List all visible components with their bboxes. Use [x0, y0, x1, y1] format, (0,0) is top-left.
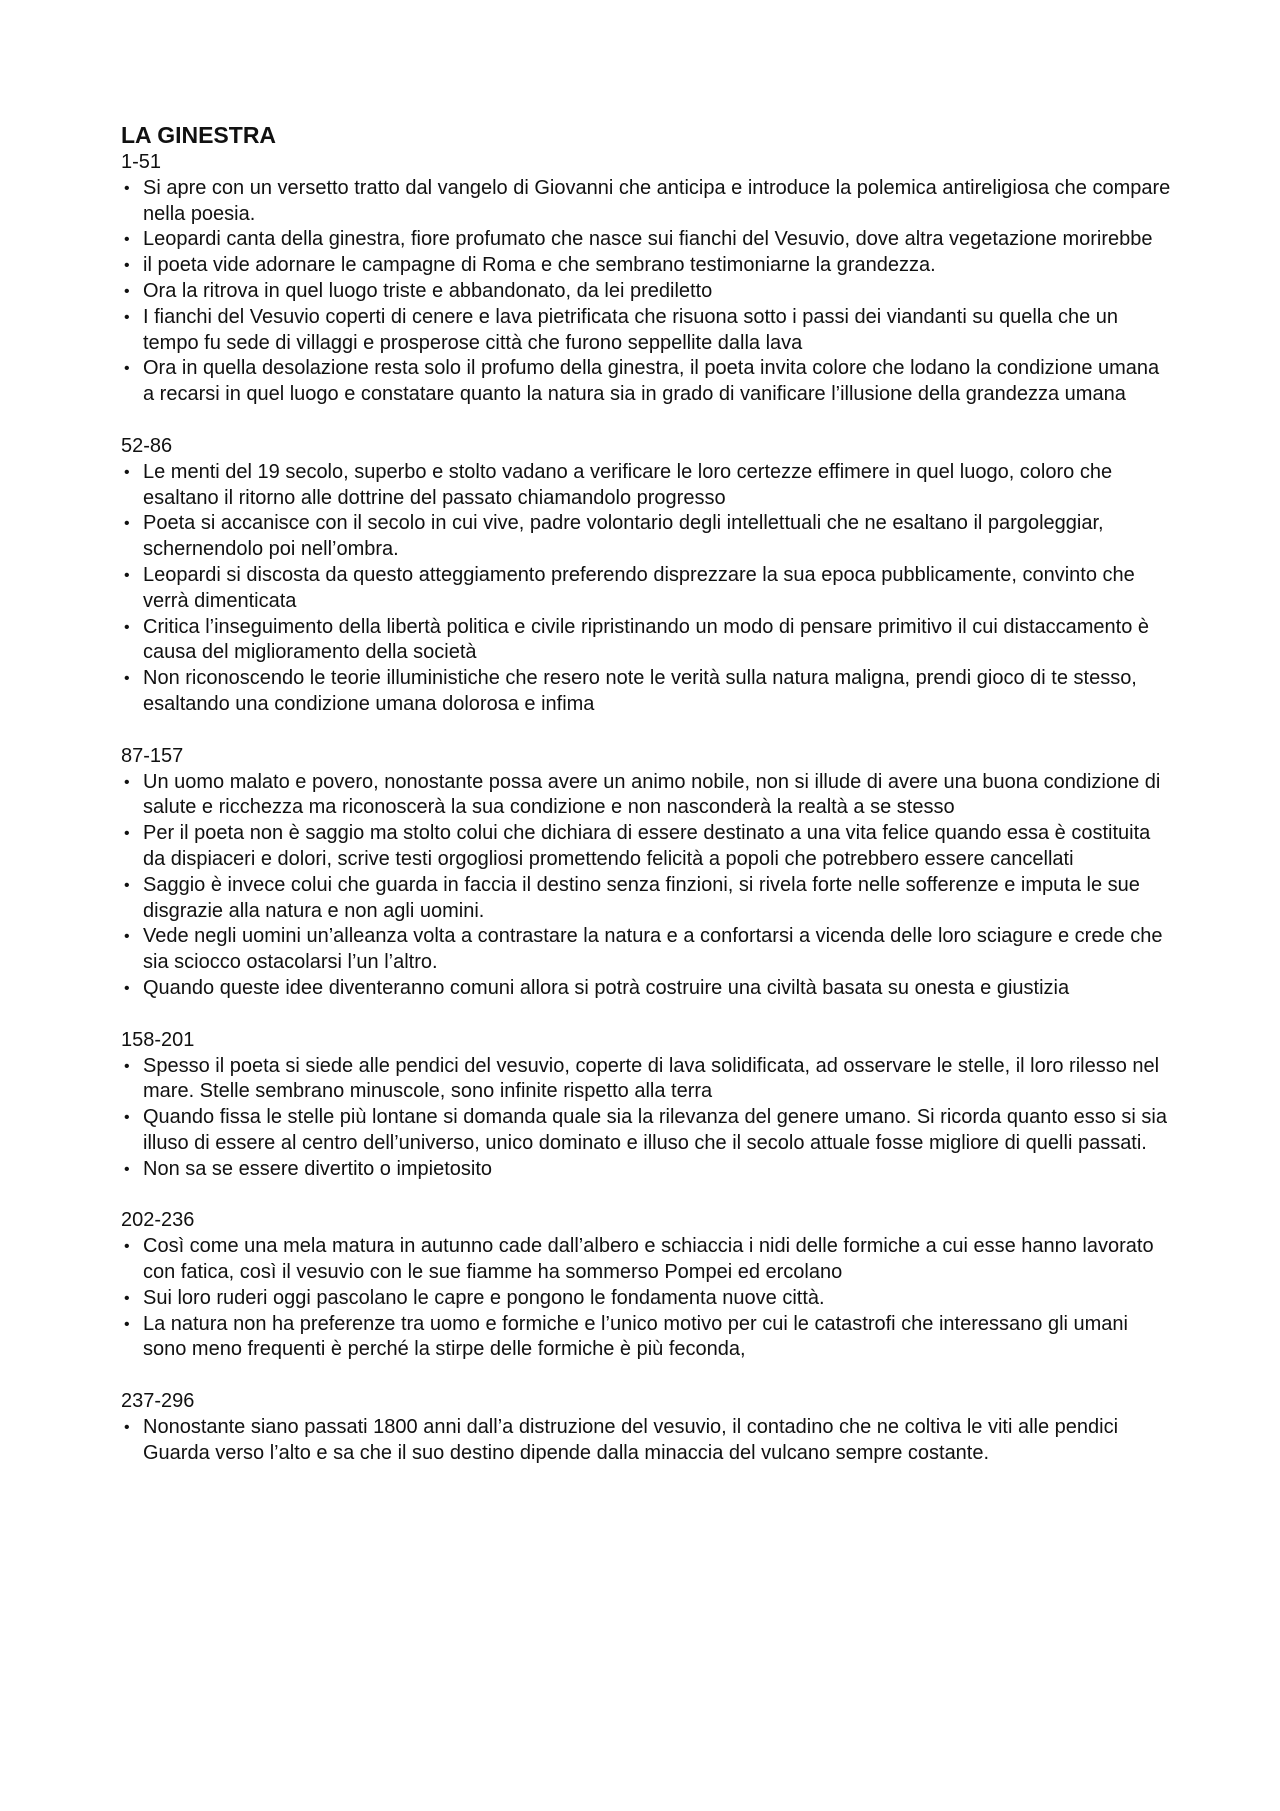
- bullet-text: Ora la ritrova in quel luogo triste e abbandonato, da lei prediletto: [143, 279, 713, 302]
- bullet-text: Saggio è invece colui che guarda in faccia il destino senza finzioni, si rivela forte nelle sofferenze e imputa le sue disgrazie alla natura e non agli uomini.: [143, 873, 1140, 922]
- section: [121, 434, 1171, 718]
- bullet-item: [121, 253, 1171, 279]
- bullet-item: [121, 460, 1171, 512]
- section-line-range: 1-51: [121, 151, 162, 173]
- bullet-item: [121, 563, 1171, 615]
- bullet-list: [121, 460, 1171, 718]
- bullet-text: Leopardi si discosta da questo atteggiamento preferendo disprezzare la sua epoca pubblicamente, convinto che verrà dimenticata: [143, 563, 1135, 612]
- bullet-item: [121, 770, 1171, 822]
- section-line-range: 237-296: [121, 1390, 195, 1413]
- bullet-list: [121, 1415, 1171, 1467]
- bullet-text: Sui loro ruderi oggi pascolano le capre e pongono le fondamenta nuove città.: [143, 1286, 825, 1309]
- bullet-text: Quando queste idee diventeranno comuni allora si potrà costruire una civiltà basata su onesta e giustizia: [143, 976, 1070, 999]
- bullet-dot-icon: •: [124, 876, 130, 894]
- bullet-dot-icon: •: [124, 360, 130, 378]
- bullet-text: Nonostante siano passati 1800 anni dall’a distruzione del vesuvio, il contadino che ne coltiva le viti alle pendici Guarda verso l’alto e sa che il suo destino dipende dalla minaccia del vulcano sempre costante.: [143, 1416, 1119, 1464]
- bullet-dot-icon: •: [124, 1238, 130, 1256]
- sections-container: [121, 150, 1171, 1467]
- bullet-item: [121, 1157, 1171, 1183]
- bullet-text: Spesso il poeta si siede alle pendici del vesuvio, coperte di lava solidificata, ad osservare le stelle, il loro rilesso nel mare. Stelle sembrano minuscole, sono infinite rispetto alla terra: [143, 1054, 1160, 1103]
- bullet-dot-icon: •: [124, 1289, 130, 1307]
- bullet-dot-icon: •: [124, 1057, 130, 1075]
- bullet-list: [121, 1234, 1171, 1363]
- bullet-text: Quando fissa le stelle più lontane si domanda quale sia la rilevanza del genere umano. Si ricorda quanto esso si sia illuso di essere al centro dell’universo, unico dominato e illuso che il secolo attuale fosse migliore di quelli passati.: [143, 1106, 1167, 1154]
- section: [121, 150, 1171, 408]
- document-title: LA GINESTRA: [121, 122, 277, 148]
- section-line-range: 87-157: [121, 744, 184, 767]
- document-page: [121, 120, 1171, 1493]
- section-line-range: 202-236: [121, 1209, 195, 1232]
- bullet-text: Leopardi canta della ginestra, fiore profumato che nasce sui fianchi del Vesuvio, dove altra vegetazione morirebbe: [143, 228, 1153, 251]
- section-line-range: 158-201: [121, 1028, 195, 1051]
- bullet-text: il poeta vide adornare le campagne di Roma e che sembrano testimoniarne la grandezza.: [143, 254, 936, 277]
- bullet-dot-icon: •: [124, 979, 130, 997]
- bullet-text: Ora in quella desolazione resta solo il profumo della ginestra, il poeta invita colore che lodano la condizione umana a recarsi in quel luogo e constatare quanto la natura sia in grado di vanificare l’illusione della grandezza umana: [143, 357, 1160, 406]
- bullet-list: [121, 770, 1171, 1002]
- bullet-dot-icon: •: [124, 825, 130, 843]
- bullet-item: [121, 976, 1171, 1002]
- bullet-dot-icon: •: [124, 928, 130, 946]
- bullet-text: Vede negli uomini un’alleanza volta a contrastare la natura e a confortarsi a vicenda delle loro sciagure e crede che sia sciocco ostacolarsi l’un l’altro.: [143, 925, 1163, 974]
- bullet-text: Si apre con un versetto tratto dal vangelo di Giovanni che anticipa e introduce la polemica antireligiosa che compare nella poesia.: [143, 176, 1171, 225]
- bullet-item: [121, 227, 1171, 253]
- bullet-item: [121, 615, 1171, 667]
- bullet-text: I fianchi del Vesuvio coperti di cenere e lava pietrificata che risuona sotto i passi dei viandanti su quella che un tempo fu sede di villaggi e prosperose città che furono seppellite dalla lava: [143, 305, 1119, 354]
- bullet-item: [121, 176, 1171, 228]
- bullet-item: [121, 873, 1171, 925]
- bullet-dot-icon: •: [124, 257, 130, 275]
- bullet-item: [121, 1312, 1171, 1364]
- bullet-text: Un uomo malato e povero, nonostante possa avere un animo nobile, non si illude di avere una buona condizione di salute e ricchezza ma riconoscerà la sua condizione e non nasconderà la realtà a se stesso: [143, 770, 1161, 819]
- bullet-dot-icon: •: [124, 515, 130, 533]
- bullet-text: La natura non ha preferenze tra uomo e formiche e l’unico motivo per cui le catastrofi che interessano gli umani sono meno frequenti è perché la stirpe delle formiche è più feconda,: [143, 1312, 1128, 1361]
- bullet-dot-icon: •: [124, 1315, 130, 1333]
- bullet-item: [121, 821, 1171, 873]
- bullet-dot-icon: •: [124, 308, 130, 326]
- bullet-item: [121, 305, 1171, 357]
- bullet-dot-icon: •: [124, 670, 130, 688]
- bullet-dot-icon: •: [124, 463, 130, 481]
- section-line-range: 52-86: [121, 434, 173, 457]
- section: [121, 1028, 1171, 1183]
- section: [121, 1389, 1171, 1466]
- bullet-dot-icon: •: [124, 566, 130, 584]
- section: [121, 1208, 1171, 1363]
- bullet-list: [121, 1054, 1171, 1183]
- bullet-text: Per il poeta non è saggio ma stolto colui che dichiara di essere destinato a una vita felice quando essa è costituita da dispiaceri e dolori, scrive testi orgogliosi promettendo felicità a popoli che potrebbero essere cancellati: [143, 822, 1151, 870]
- bullet-list: [121, 176, 1171, 408]
- section: [121, 744, 1171, 1002]
- bullet-dot-icon: •: [124, 1419, 130, 1437]
- bullet-item: [121, 279, 1171, 305]
- bullet-item: [121, 1054, 1171, 1106]
- bullet-text: Le menti del 19 secolo, superbo e stolto vadano a verificare le loro certezze effimere in quel luogo, coloro che esaltano il ritorno alle dottrine del passato chiamandolo progresso: [143, 460, 1113, 509]
- bullet-item: [121, 1286, 1171, 1312]
- bullet-dot-icon: •: [124, 179, 130, 197]
- bullet-dot-icon: •: [124, 282, 130, 300]
- bullet-item: [121, 1234, 1171, 1286]
- bullet-item: [121, 666, 1171, 718]
- bullet-dot-icon: •: [124, 773, 130, 791]
- bullet-item: [121, 1415, 1171, 1467]
- bullet-item: [121, 924, 1171, 976]
- bullet-dot-icon: •: [124, 1160, 130, 1178]
- bullet-dot-icon: •: [124, 1109, 130, 1127]
- bullet-item: [121, 511, 1171, 563]
- bullet-item: [121, 1105, 1171, 1157]
- bullet-text: Poeta si accanisce con il secolo in cui vive, padre volontario degli intellettuali che ne esaltano il pargoleggiar, schernendolo poi nell’ombra.: [143, 512, 1104, 561]
- bullet-dot-icon: •: [124, 618, 130, 636]
- bullet-text: Non sa se essere divertito o impietosito: [143, 1157, 493, 1180]
- bullet-item: [121, 356, 1171, 408]
- bullet-text: Critica l’inseguimento della libertà politica e civile ripristinando un modo di pensare primitivo il cui distaccamento è causa del miglioramento della società: [143, 615, 1150, 664]
- bullet-text: Così come una mela matura in autunno cade dall’albero e schiaccia i nidi delle formiche a cui esse hanno lavorato con fatica, così il vesuvio con le sue fiamme ha sommerso Pompei ed ercolano: [143, 1235, 1154, 1284]
- bullet-dot-icon: •: [124, 231, 130, 249]
- bullet-text: Non riconoscendo le teorie illuministiche che resero note le verità sulla natura maligna, prendi gioco di te stesso, esaltando una condizione umana dolorosa e infima: [143, 667, 1137, 715]
